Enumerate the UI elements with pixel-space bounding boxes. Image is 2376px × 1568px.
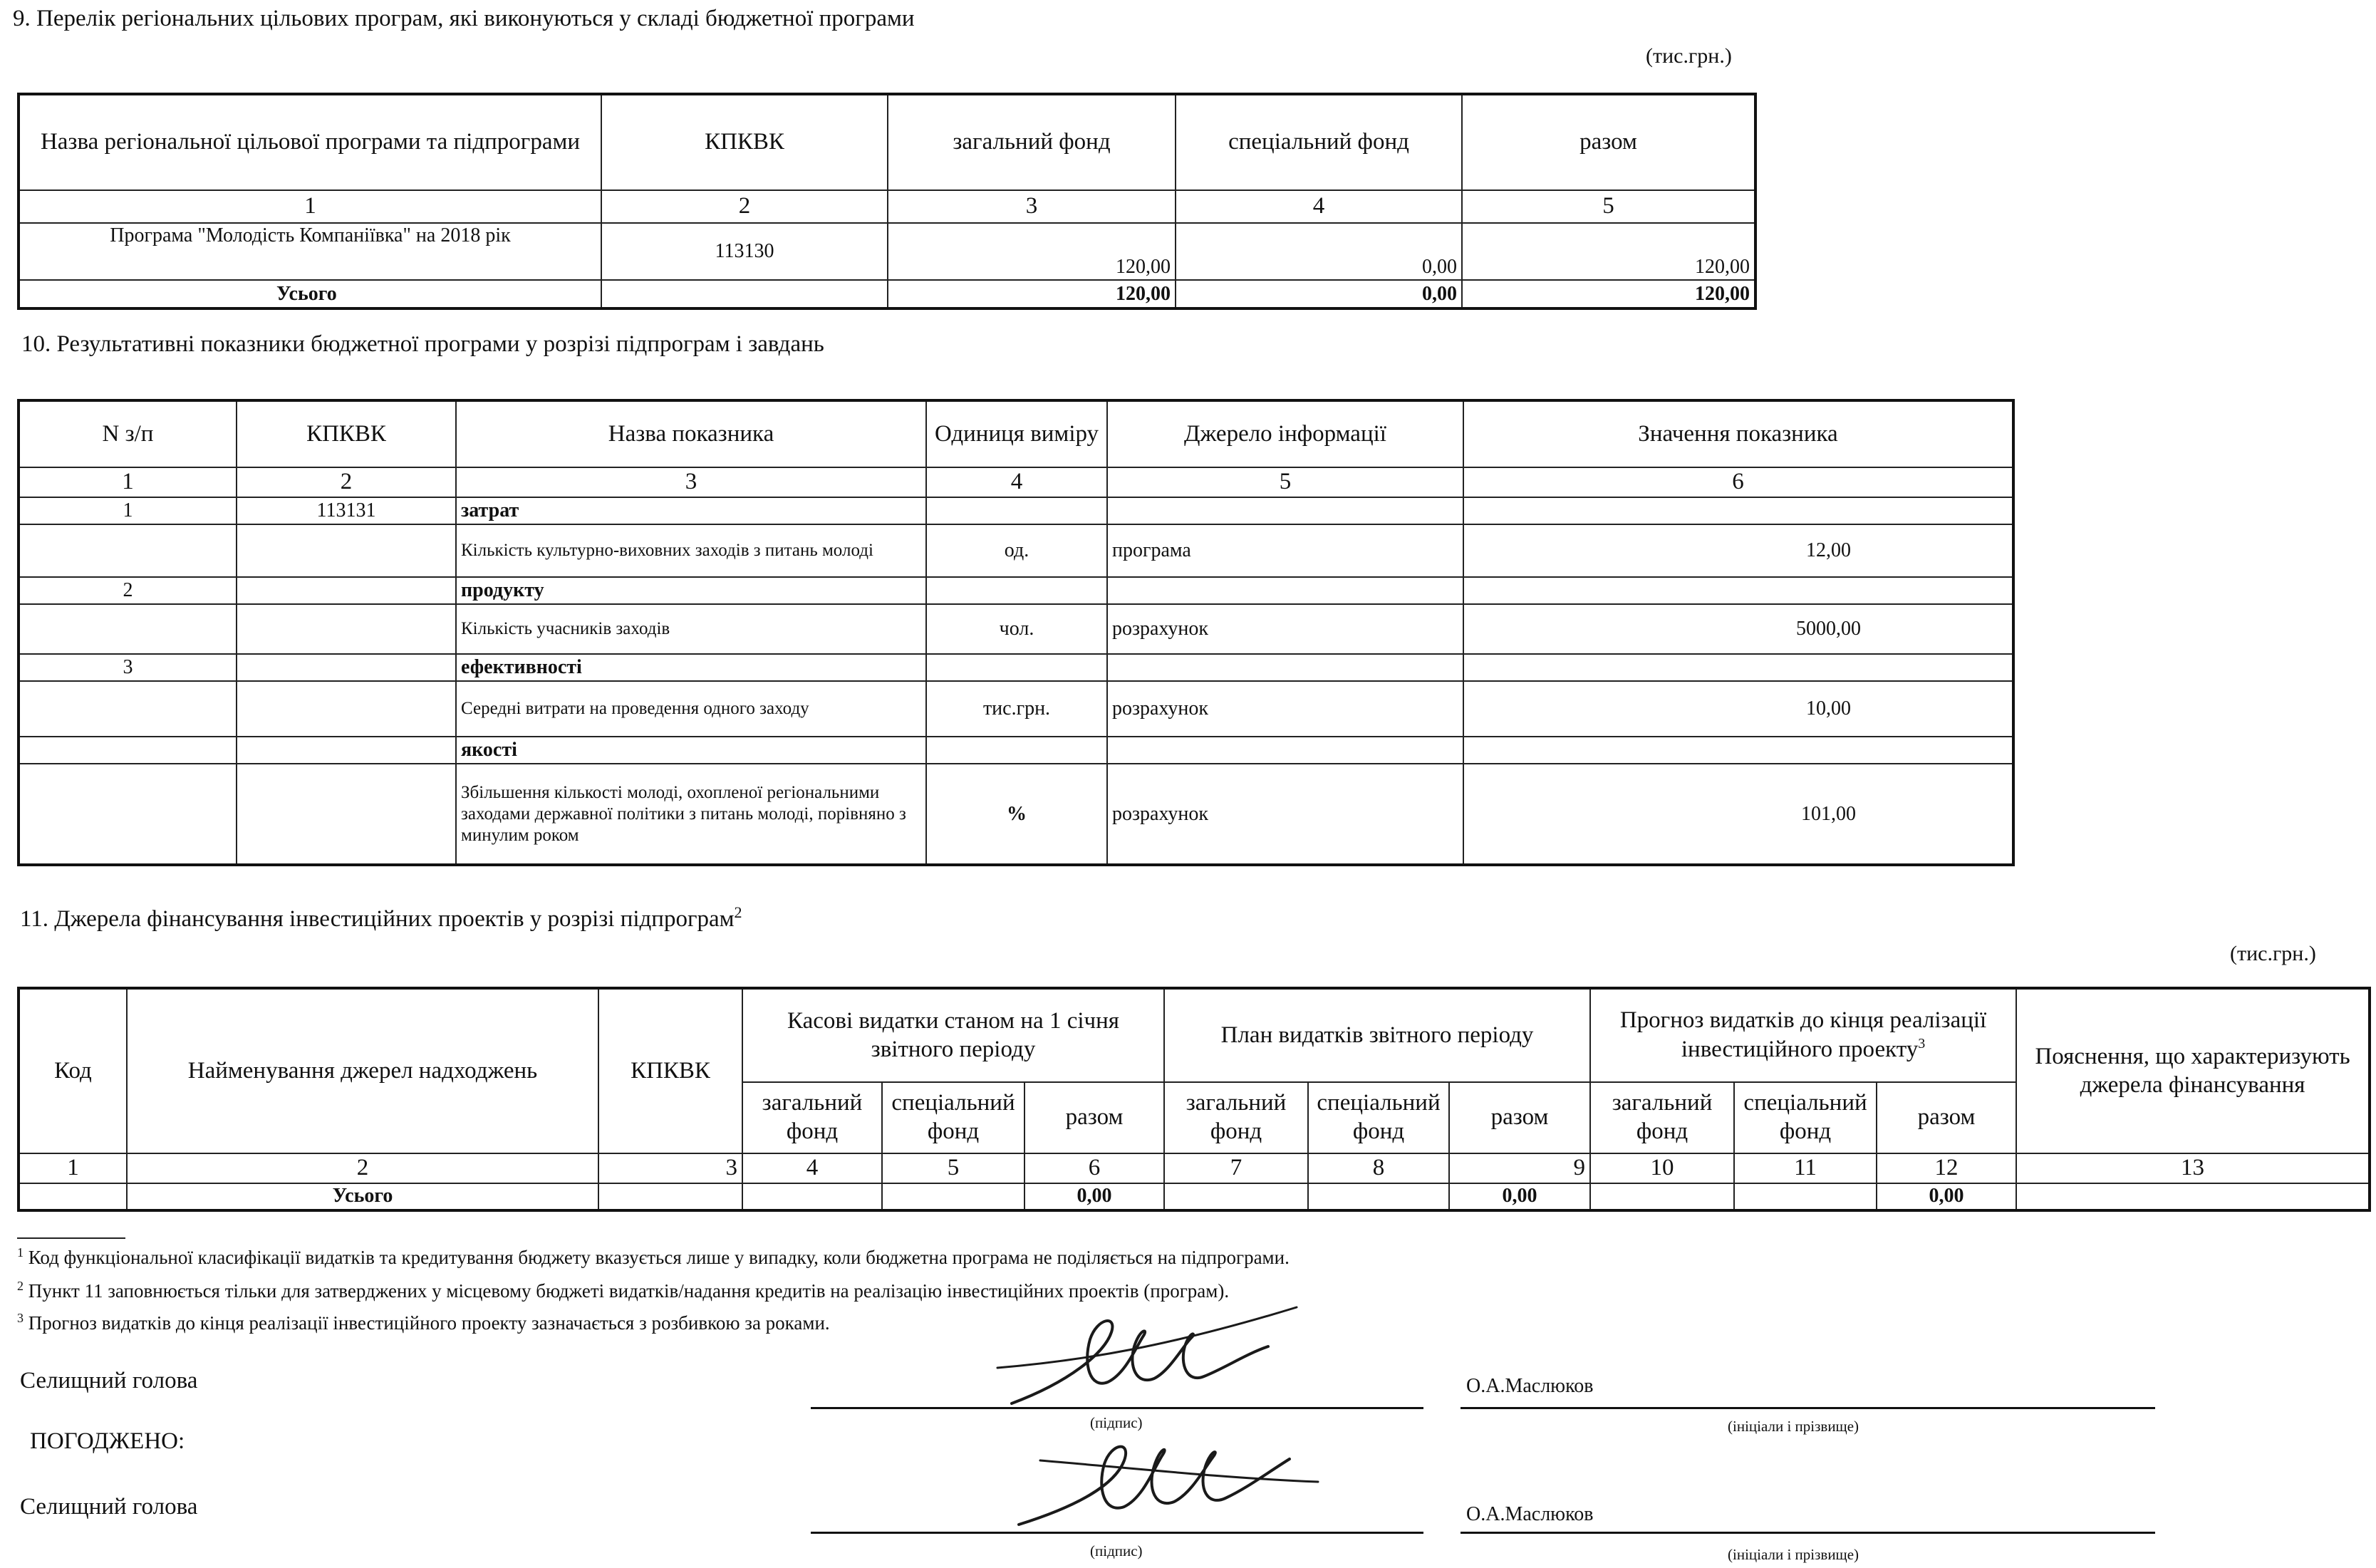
table-row [19, 1183, 2370, 1210]
s10-group-n: 2 [19, 577, 237, 604]
s11-subheader-general: загальний фонд [1164, 1082, 1308, 1153]
s10-indicator-name: Збільшення кількості молоді, охопленої регіональними заходами державної політики з питань молоді, порівняно з минулим роком [456, 764, 926, 865]
footnote-1-mark: 1 [17, 1245, 24, 1260]
s10-header-unit: Одиниця виміру [926, 400, 1107, 467]
s9-program-name: Програма "Молодість Компаніївка" на 2018 рік [19, 223, 601, 280]
s9-header-name: Назва регіональної цільової програми та підпрограми [19, 94, 601, 190]
s10-indicator-unit: % [926, 764, 1107, 865]
name-line-2 [1461, 1532, 2155, 1534]
section9-title: 9. Перелік регіональних цільових програм, які виконуються у складі бюджетної програми [13, 6, 915, 31]
handwritten-signature-2 [997, 1418, 1325, 1539]
s9-header-general: загальний фонд [888, 94, 1176, 190]
s9-program-general: 120,00 [888, 223, 1176, 280]
s10-indicator-source: розрахунок [1107, 604, 1463, 654]
name-caption: (ініціали і прізвище) [1728, 1418, 1859, 1435]
table-row [19, 280, 1755, 308]
table-row [19, 764, 2013, 865]
s10-group-kpkvk [237, 654, 456, 681]
s10-group-kpkvk: 113131 [237, 497, 456, 524]
s11-col-number: 6 [1024, 1153, 1164, 1183]
s10-indicator-name: Кількість учасників заходів [456, 604, 926, 654]
table-row [19, 524, 2013, 577]
s9-program-special: 0,00 [1176, 223, 1462, 280]
handwritten-signature-1 [983, 1297, 1311, 1418]
s10-indicator-value: 5000,00 [1463, 604, 2013, 654]
s9-total-special: 0,00 [1176, 280, 1462, 308]
s10-indicator-name: Кількість культурно-виховних заходів з питань молоді [456, 524, 926, 577]
s9-header-kpkvk: КПКВК [601, 94, 888, 190]
s10-group-kpkvk [237, 577, 456, 604]
s10-indicator-source: розрахунок [1107, 764, 1463, 865]
s9-col-number: 3 [888, 190, 1176, 223]
s10-col-number: 1 [19, 467, 237, 497]
s11-total-2: 0,00 [1449, 1183, 1590, 1210]
s11-header-plan: План видатків звітного періоду [1164, 988, 1590, 1082]
head-title-label: Селищний голова [20, 1368, 198, 1393]
table-row [19, 654, 2013, 681]
s11-col-number: 10 [1590, 1153, 1734, 1183]
table-row [19, 577, 2013, 604]
s10-indicator-value: 12,00 [1463, 524, 2013, 577]
s10-col-number: 5 [1107, 467, 1463, 497]
signatory-name: О.А.Маслюков [1466, 1375, 1594, 1397]
s9-total-total: 120,00 [1462, 280, 1755, 308]
s11-col-number: 7 [1164, 1153, 1308, 1183]
head-title-label-2: Селищний голова [20, 1494, 198, 1520]
s11-col-number: 2 [127, 1153, 598, 1183]
s11-header-code: Код [19, 988, 127, 1153]
s11-col-number: 4 [742, 1153, 882, 1183]
s11-total-1: 0,00 [1024, 1183, 1164, 1210]
footnote-divider [17, 1237, 125, 1239]
s10-group-n [19, 737, 237, 764]
s11-header-kpkvk: КПКВК [598, 988, 742, 1153]
table-row [19, 223, 1755, 280]
s11-col-number: 13 [2016, 1153, 2370, 1183]
s10-indicator-unit: тис.грн. [926, 681, 1107, 737]
s10-header-value: Значення показника [1463, 400, 2013, 467]
s9-col-number: 1 [19, 190, 601, 223]
s11-header-forecast-sup: 3 [1918, 1036, 1926, 1052]
s11-subheader-special: спеціальний фонд [1308, 1082, 1449, 1153]
s10-header-kpkvk: КПКВК [237, 400, 456, 467]
s10-indicator-source: розрахунок [1107, 681, 1463, 737]
s10-col-number: 2 [237, 467, 456, 497]
s10-group-n: 3 [19, 654, 237, 681]
table-row [19, 604, 2013, 654]
s10-group-name: якості [456, 737, 926, 764]
signature-caption-2: (підпис) [1090, 1542, 1143, 1559]
s10-group-n: 1 [19, 497, 237, 524]
s11-subheader-total: разом [1449, 1082, 1590, 1153]
section9-table [17, 93, 1757, 310]
s10-indicator-name: Середні витрати на проведення одного заходу [456, 681, 926, 737]
footnote-2-mark: 2 [17, 1279, 24, 1293]
section11-title-sup: 2 [734, 903, 742, 921]
s10-col-number: 6 [1463, 467, 2013, 497]
table-row [19, 737, 2013, 764]
s10-group-name: продукту [456, 577, 926, 604]
s11-total-3: 0,00 [1877, 1183, 2016, 1210]
s11-col-number: 12 [1877, 1153, 2016, 1183]
s10-group-kpkvk [237, 737, 456, 764]
s11-subheader-special: спеціальний фонд [882, 1082, 1024, 1153]
s10-indicator-value: 10,00 [1463, 681, 2013, 737]
signature-caption: (підпис) [1090, 1414, 1143, 1431]
signatory-name-2: О.А.Маслюков [1466, 1503, 1594, 1525]
section11-table [17, 987, 2371, 1212]
s11-col-number: 1 [19, 1153, 127, 1183]
s9-total-kpkvk [601, 280, 888, 308]
s11-subheader-total: разом [1877, 1082, 2016, 1153]
s10-header-indicator: Назва показника [456, 400, 926, 467]
s10-indicator-unit: од. [926, 524, 1107, 577]
s10-group-name: затрат [456, 497, 926, 524]
s10-header-n: N з/п [19, 400, 237, 467]
footnote-3 [17, 1311, 830, 1334]
s9-total-label: Усього [19, 280, 601, 308]
footnote-2-text: Пункт 11 заповнюється тільки для затверджених у місцевому бюджеті видатків/надання кредитів на реалізацію інвестиційних проектів (програм). [28, 1280, 1230, 1302]
s10-indicator-value: 101,00 [1463, 764, 2013, 865]
s9-program-total: 120,00 [1462, 223, 1755, 280]
s11-subheader-general: загальний фонд [1590, 1082, 1734, 1153]
section10-table [17, 399, 2015, 866]
s9-header-total: разом [1462, 94, 1755, 190]
s10-col-number: 4 [926, 467, 1107, 497]
s11-col-number: 8 [1308, 1153, 1449, 1183]
s9-col-number: 5 [1462, 190, 1755, 223]
section9-unit: (тис.грн.) [1646, 44, 1732, 68]
s11-total-label: Усього [127, 1183, 598, 1210]
s11-header-cash-expenses: Касові видатки станом на 1 січня звітного періоду [742, 988, 1164, 1082]
table-row [19, 497, 2013, 524]
footnote-3-mark: 3 [17, 1311, 24, 1325]
s9-header-special: спеціальний фонд [1176, 94, 1462, 190]
section10-title: 10. Результативні показники бюджетної програми у розрізі підпрограм і завдань [21, 331, 824, 357]
s11-col-number: 9 [1449, 1153, 1590, 1183]
section11-title [20, 903, 742, 933]
agreed-label: ПОГОДЖЕНО: [30, 1428, 185, 1454]
footnote-3-text: Прогноз видатків до кінця реалізації інвестиційного проекту зазначається з розбивкою за роками. [28, 1312, 830, 1334]
s9-col-number: 4 [1176, 190, 1462, 223]
footnote-1 [17, 1245, 1290, 1269]
s10-indicator-source: програма [1107, 524, 1463, 577]
s11-header-forecast-text: Прогноз видатків до кінця реалізації інвестиційного проекту [1619, 1007, 1987, 1062]
s11-col-number: 3 [598, 1153, 742, 1183]
s11-subheader-general: загальний фонд [742, 1082, 882, 1153]
s9-total-general: 120,00 [888, 280, 1176, 308]
footnote-1-text: Код функціональної класифікації видатків та кредитування бюджету вказується лише у випадку, коли бюджетна програма не поділяється на підпрограми. [28, 1247, 1290, 1268]
s11-header-source-name: Найменування джерел надходжень [127, 988, 598, 1153]
s9-program-kpkvk: 113130 [601, 223, 888, 280]
s11-header-forecast [1590, 988, 2016, 1082]
s11-subheader-special: спеціальний фонд [1734, 1082, 1877, 1153]
s10-header-source: Джерело інформації [1107, 400, 1463, 467]
s10-group-name: ефективності [456, 654, 926, 681]
section11-unit: (тис.грн.) [2230, 942, 2316, 965]
s11-subheader-total: разом [1024, 1082, 1164, 1153]
s11-col-number: 5 [882, 1153, 1024, 1183]
name-line [1461, 1407, 2155, 1409]
s9-col-number: 2 [601, 190, 888, 223]
section11-title-text: 11. Джерела фінансування інвестиційних проектів у розрізі підпрограм [20, 906, 735, 932]
s10-indicator-unit: чол. [926, 604, 1107, 654]
s10-col-number: 3 [456, 467, 926, 497]
table-row [19, 681, 2013, 737]
s11-header-explanation: Пояснення, що характеризують джерела фінансування [2016, 988, 2370, 1153]
s11-col-number: 11 [1734, 1153, 1877, 1183]
name-caption-2: (ініціали і прізвище) [1728, 1546, 1859, 1563]
